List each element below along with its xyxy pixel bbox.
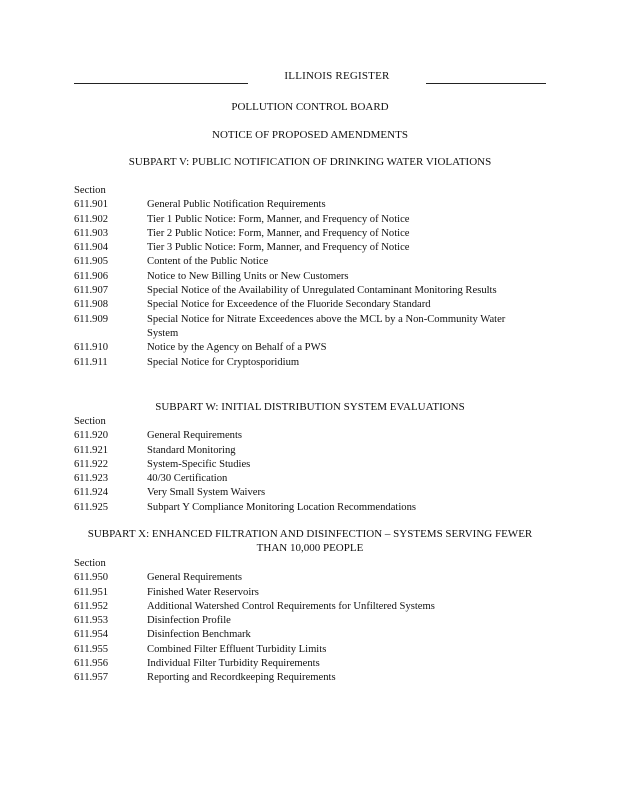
section-title: Subpart Y Compliance Monitoring Location Recommendations [147, 501, 417, 513]
section-title: 40/30 Certification [147, 473, 228, 485]
section-row [74, 472, 546, 486]
section-title: Content of the Public Notice [147, 256, 269, 268]
section-row [74, 600, 546, 614]
section-row [74, 241, 546, 255]
section-number: 611.921 [74, 444, 109, 456]
section-row [74, 313, 546, 342]
section-title: Reporting and Recordkeeping Requirements [147, 672, 336, 684]
section-title: Notice to New Billing Units or New Customers [147, 270, 349, 282]
section-number: 611.922 [74, 458, 109, 470]
section-title: Standard Monitoring [147, 444, 236, 456]
section-row [74, 356, 546, 370]
section-number: 611.954 [74, 629, 109, 641]
header-rule-right [426, 83, 546, 84]
section-title: General Public Notification Requirements [147, 199, 326, 211]
header-rule-left [74, 83, 248, 84]
subpart-v-contents [74, 184, 546, 370]
section-number: 611.955 [74, 643, 109, 655]
section-row [74, 657, 546, 671]
section-title: Tier 1 Public Notice: Form, Manner, and Frequency of Notice [147, 213, 410, 225]
section-label: Section [74, 185, 106, 196]
section-number: 611.923 [74, 473, 109, 485]
section-number: 611.907 [74, 285, 109, 297]
section-number: 611.957 [74, 672, 109, 684]
section-number: 611.950 [74, 572, 109, 584]
section-title: Disinfection Profile [147, 615, 231, 627]
section-number: 611.924 [74, 487, 109, 499]
section-number: 611.908 [74, 299, 109, 311]
section-title: System-Specific Studies [147, 458, 251, 470]
subpart-w-contents [74, 415, 546, 515]
section-row [74, 227, 546, 241]
section-number: 611.925 [74, 501, 109, 513]
subpart-v-heading: SUBPART V: PUBLIC NOTIFICATION OF DRINKING WATER VIOLATIONS [128, 156, 492, 168]
section-number: 611.909 [74, 313, 109, 325]
section-title: Disinfection Benchmark [147, 629, 251, 641]
section-title: Individual Filter Turbidity Requirements [147, 658, 320, 670]
section-number: 611.906 [74, 270, 109, 282]
section-row [74, 643, 546, 657]
section-row [74, 198, 546, 212]
section-number: 611.901 [74, 199, 109, 211]
subpart-w-heading: SUBPART W: INITIAL DISTRIBUTION SYSTEM EVALUATIONS [155, 401, 465, 413]
section-number: 611.911 [74, 356, 108, 368]
section-title: Finished Water Reservoirs [147, 586, 259, 598]
section-row [74, 671, 546, 685]
section-title: Special Notice for Nitrate Exceedences above the MCL by a Non-Community Water System [147, 313, 506, 339]
section-number: 611.956 [74, 658, 109, 670]
section-title: Special Notice for Cryptosporidium [147, 356, 300, 368]
section-row [74, 501, 546, 515]
section-row [74, 341, 546, 355]
section-row [74, 486, 546, 500]
notice-title: NOTICE OF PROPOSED AMENDMENTS [212, 129, 408, 141]
section-number: 611.904 [74, 242, 109, 254]
section-row [74, 571, 546, 585]
section-number: 611.952 [74, 600, 109, 612]
section-title: Very Small System Waivers [147, 487, 266, 499]
section-row [74, 213, 546, 227]
section-row [74, 429, 546, 443]
section-row [74, 270, 546, 284]
section-label: Section [74, 416, 106, 427]
section-title: Additional Watershed Control Requirements for Unfiltered Systems [147, 600, 435, 612]
section-number: 611.905 [74, 256, 109, 268]
section-number: 611.903 [74, 227, 109, 239]
section-number: 611.910 [74, 342, 109, 354]
section-row [74, 458, 546, 472]
register-header [74, 69, 546, 85]
section-number: 611.951 [74, 586, 109, 598]
section-title: General Requirements [147, 430, 243, 442]
subpart-x-contents [74, 557, 546, 686]
section-row [74, 614, 546, 628]
section-title: Special Notice for Exceedence of the Fluoride Secondary Standard [147, 299, 431, 311]
subpart-x-heading: SUBPART X: ENHANCED FILTRATION AND DISINFECTION – SYSTEMS SERVING FEWER THAN 10,000 PEOPLE [87, 528, 533, 555]
register-title: ILLINOIS REGISTER [284, 70, 390, 82]
section-number: 611.902 [74, 213, 109, 225]
section-title: Tier 3 Public Notice: Form, Manner, and Frequency of Notice [147, 242, 410, 254]
section-row [74, 284, 546, 298]
section-row [74, 444, 546, 458]
section-title: Combined Filter Effluent Turbidity Limits [147, 643, 327, 655]
section-row [74, 586, 546, 600]
section-title: Notice by the Agency on Behalf of a PWS [147, 342, 327, 354]
section-title: General Requirements [147, 572, 243, 584]
section-row [74, 628, 546, 642]
agency-name: POLLUTION CONTROL BOARD [231, 101, 389, 113]
section-row [74, 298, 546, 312]
section-label: Section [74, 558, 106, 569]
section-row [74, 255, 546, 269]
section-title: Tier 2 Public Notice: Form, Manner, and Frequency of Notice [147, 227, 410, 239]
section-title: Special Notice of the Availability of Unregulated Contaminant Monitoring Results [147, 285, 497, 297]
section-number: 611.920 [74, 430, 109, 442]
section-number: 611.953 [74, 615, 109, 627]
